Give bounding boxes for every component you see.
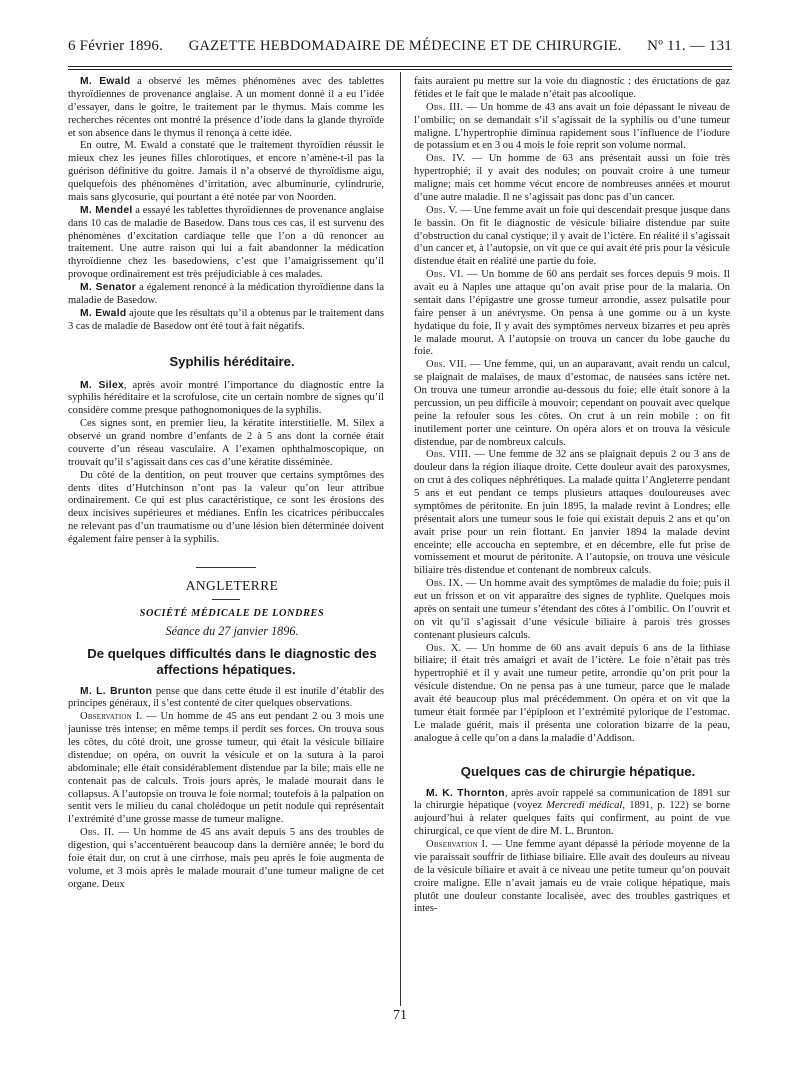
observation-label: Obs. V. [426,204,458,216]
observation-label: Obs. IV. [426,153,466,165]
paragraph-text: ajoute que les résultats qu’il a obtenus par le traitement dans 3 cas de maladie de Basedow ont été tout à fait négatifs. [68,307,384,332]
observation [414,578,730,642]
observation [414,359,730,449]
paragraph-text: a essayé les tablettes thyroïdiennes de provenance anglaise dans 10 cas de maladie de Basedow. Dans tous ces cas, il est survenu des phénomènes d’excitation cardiaque telle que l’on a dû renoncer au traitement. Une autre raison qui lui a fait abandonner la médication thyroïdienne chez les basedowiens, c’est que l’amaigrissement qu’il provoque ordinairement est très préjudiciable à ces malades. [68,204,384,281]
observation-label: Obs. VII. [426,359,467,371]
session-date: Séance du 27 janvier 1896. [165,623,299,638]
left-column [68,76,384,892]
section-separator [196,567,256,568]
section-heading-syphilis: Syphilis héréditaire. [169,353,295,369]
paragraph [68,380,384,419]
header-rule-top [68,66,732,67]
paragraph: Ces signes sont, en premier lieu, la kératite interstitielle. M. Silex a observé un grand nombre d’enfants de 2 à 5 ans dont la cornée était couverte d’un réseau vasculaire. A l’examen ophthalmoscopique, on trouvait qu’il s’agissait dans ces cas d’une kératite disséminée. [68,418,384,468]
paragraph [68,205,384,282]
speaker-name: M. K. Thornton [426,787,505,799]
journal-citation: Mercredi médical [546,800,623,812]
observation [414,205,730,269]
observation [414,102,730,154]
observation-label: Obs. II. [80,827,115,839]
speaker-name: M. Senator [80,282,137,293]
observation-text: — Une femme ayant dépassé la période moyenne de la vie paraissait souffrir de lithiase biliaire. Elle avait des douleurs au niveau de la vésicule biliaire et avait à ce niveau une petite tumeur qu’on pouvait croire maligne. Elle n’avait jamais eu de vraie colique hépatique, mais plutôt une douleur constante localisée, avec des troubles gastriques et intes- [414,839,730,915]
observation [414,839,730,916]
observation [414,269,730,359]
paragraph-continuation: faits auraient pu mettre sur la voie du diagnostic : des éructations de gaz fétides et le fait que le malade n’était pas alcoolique. [414,76,730,100]
observation-text: — Une femme avait un foie qui descendait presque jusque dans le bassin. On fit le diagnostic de vésicule biliaire distendue par suite d’obstruction du canal cystique; il y avait de l’ictère. En réalité il s’agissait d’un cancer et, à l’autopsie, on vit que ce qui avait été pris pour la vésicule distendue était en réalité une partie du foie. [414,204,731,268]
observation-text: — Un homme de 63 ans présentait aussi un foie très hypertrophié; il y avait des nodules; on pouvait croire à une tumeur maligne; mais cet homme vécut encore de nombreuses années et mourut d’une autre maladie. Il ne s’agissait pas donc pas d’un cancer. [414,153,730,203]
observation-text: — Un homme de 45 ans eut pendant 2 ou 3 mois une jaunisse très intense; en même temps il perdit ses forces. On trouva sous les côtes, du côté droit, une grosse tumeur, qui était la vésicule biliaire distendue; on opéra, on ouvrit la vésicule et on la sutura à la paroi abdominale; elle était considérablement distendue par la bile; mais elle ne contenait pas de calculs. Trois jours après, le malade mourait dans le collapsus. A l’autopsie on trouva le foie normal; toutefois à la palpation on sentit vers le milieu du canal cholédoque un petit nodule qui représentait l’extrémité d’une grosse masse de tumeur maligne. [68,711,384,826]
section-heading-chirurgie: Quelques cas de chirurgie hépatique. [460,763,696,779]
speaker-name: M. Silex [80,379,124,391]
page-folio: 71 [393,1008,407,1023]
observation [414,643,730,746]
observation-text: — Un homme de 60 ans perdait ses forces depuis 9 mois. Il avait eu à Naples une attaque qu’on avait prise pour de la malaria. On sentait dans l’épigastre une grosse tumeur arrondie, assez pulsatile pour faire penser à un anévrysme. On pensa à une gomme ou à un kyste hydatique du foie, Il y avait des symptômes nerveux bizarres et peu après le malade mourut. A l’autopsie on trouva un cancer du lobe gauche du foie. [414,269,730,358]
paragraph [68,76,384,140]
observation-label: Observation I. [80,711,143,723]
observation [414,449,730,578]
header-rule-bottom [68,69,732,70]
speaker-name: M. Ewald [80,76,131,87]
observation [68,827,384,891]
paragraph: En outre, M. Ewald a constaté que le traitement thyroïdien réussit le mieux chez les jeunes filles chlorotiques, et encore n’amène-t-il pas la guérison définitive du goitre. Jamais il n’a observé de thyroïdisme aigu, quelquefois des phénomènes d’irritation, avec albuminurie, cylindrurie, mais sans glycosurie, qui pourtant a été notée par von Noorden. [68,140,384,203]
paragraph-text: pense que dans cette étude il est inutile d’établir des principes généraux, il s’est contenté de citer quelques observations. [68,685,384,710]
observation-label: Obs. IX. [426,578,463,590]
header-date: 6 Février 1896. [68,38,164,54]
observation [414,153,730,205]
observation-text: — Un homme de 43 ans avait un foie dépassant le niveau de l’ombilic; on se demandait s’il s’agissait de la syphilis ou d’une tumeur maligne. L’hypertrophie diminua rapidement sous l’influence de l’iodure de potassium et en 3 ou 4 mois le foie reprit son volume normal. [414,101,730,152]
paragraph-text: , 1891, p. 122) se borne aujourd’hui à relater quelques faits qui confirment, au point de vue chirurgical, ce que vient de dire M. L. Brunton. [414,800,731,838]
observation-label: Obs. VI. [426,269,464,281]
observation-text: — Un homme de 45 ans avait depuis 5 ans des troubles de digestion, qui s’accentuèrent beaucoup dans la dernière année; le bord du foie était dur, on crut à une cirrhose, mais peu après le foie augmenta de volume, et 3 mois après le malade mourait d’une tumeur maligne de cet organe. Deux [68,827,384,890]
paragraph-text: , après avoir rappelé sa communication de 1891 sur la chirurgie hépatique (voyez [414,787,730,812]
section-heading-hepatic: De quelques difficultés dans le diagnostic des affections hépatiques. [87,645,377,677]
observation-label: Obs. III. [426,101,464,113]
observation [68,711,384,827]
observation-text: — Une femme de 32 ans se plaignait depuis 2 ou 3 ans de douleur dans la région iliaque droite. Cette douleur avait des paroxysmes, on crut à des coliques néphrétiques. La malade quitta l’Angleterre pendant 5 ans et eut pendant ce temps plusieurs attaques douloureuses avec symptômes de péritonite. En juin 1895, la malade revint à Londres; elle présentait alors une tumeur sous le foie qui existait depuis 2 ans et qu’on avait prise pour un rein flottant. En janvier 1894 la malade devint enceinte; elle accoucha en septembre, et en décembre, elle fut prise de vomissement et mourut de péritonite. A l’autopsie, on trouva une vésicule biliaire très distendue et contenant de nombreux calculs. [414,449,730,577]
paragraph [68,282,384,308]
country-heading: ANGLETERRE [185,577,279,593]
society-heading: SOCIÉTÉ MÉDICALE DE LONDRES [139,607,325,619]
section-separator-small [212,599,240,600]
observation-text: — Un homme avait des symptômes de maladie du foie; puis il eut un frisson et on vit apparaître des signes de typhlite. Quelques mois après on sentait une tumeur s’étendant des côtes à l’ombilic. On l’ouvrit et on vit qu’il s’agissait d’une vésicule biliaire à parois très grosses contenant plusieurs calculs. [414,578,730,641]
paragraph [68,686,384,712]
header-issue-page: Nº 11. — 131 [647,38,732,54]
running-header [68,38,732,60]
paragraph [414,788,730,840]
column-divider [400,72,401,1006]
paragraph-text: a observé les mêmes phénomènes avec des tablettes thyroïdiennes de provenance anglaise. A un moment donné il a eu l’idée d’essayer, dans le goitre, le traitement par le thymus. Mais comme les recherches récentes ont montré la présence d’iode dans la glande thyroïde et son absence dans le thymus il renonça à cette idée. [68,76,384,139]
paragraph: Du côté de la dentition, on peut trouver que certains symptômes des dents dites d’Hutchinson n’ont pas la valeur qu’on leur attribue ordinairement. Ce qui est plus caractéristique, ce sont les érosions des deux incisives supérieures et médianes. Enfin les cicatrices péribuccales ne relevant pas d’un traumatisme ou d’une lésion bien déterminée doivent également faire penser à la syphilis. [68,469,384,545]
paragraph [68,308,384,334]
right-column [414,76,730,916]
paragraph-text: a également renoncé à la médication thyroïdienne dans la maladie de Basedow. [68,282,385,306]
speaker-name: M. Ewald [80,307,127,319]
observation-label: Observation I. [426,839,489,850]
observation-label: Obs. VIII. [426,449,471,461]
observation-label: Obs. X. [426,642,462,654]
observation-text: — Un homme de 60 ans avait depuis 6 ans de la lithiase biliaire; il était très amaigri et avait de l’ictère. Le foie n’était pas très hypertrophié et il y avait une tumeur petite, arrondie qu’on prit pour la vésicule distendue. On ne pensa pas à une tumeur, parce que le malade avait été beaucoup plus mal précédemment. On opéra et on vit que la tumeur était formée par l’épiploon et l’extrémité pylorique de l’estomac. Le malade guérit, mais il présenta une coloration bizarre de la peau, analogue à celle qu’on a dans la maladie d’Addison. [414,642,731,744]
speaker-name: M. L. Brunton [80,685,153,697]
header-journal-title: GAZETTE HEBDOMADAIRE DE MÉDECINE ET DE CHIRURGIE. [188,38,622,54]
observation-text: — Une femme, qui, un an auparavant, avait rendu un calcul, se plaignait de malaises, de maux d’estomac, de nausées sans ictère net. On trouva une tumeur arrondie au-dessous du foie; elle était sonore à la percussion, un peu difficile à mouvoir; cependant on pouvait avec quelque peine la refouler sous les côtes. On crut à un rein mobile : on fit inutilement porter une ceinture. On opéra alors et on trouva la vésicule distendue, par de nombreux calculs. [414,359,730,448]
speaker-name: M. Mendel [80,204,133,216]
paragraph-text: , après avoir montré l’importance du diagnostic entre la syphilis héréditaire et la scrofulose, cite un certain nombre de signes qu’il considère comme presque pathognomoniques de la syphilis. [68,379,384,417]
